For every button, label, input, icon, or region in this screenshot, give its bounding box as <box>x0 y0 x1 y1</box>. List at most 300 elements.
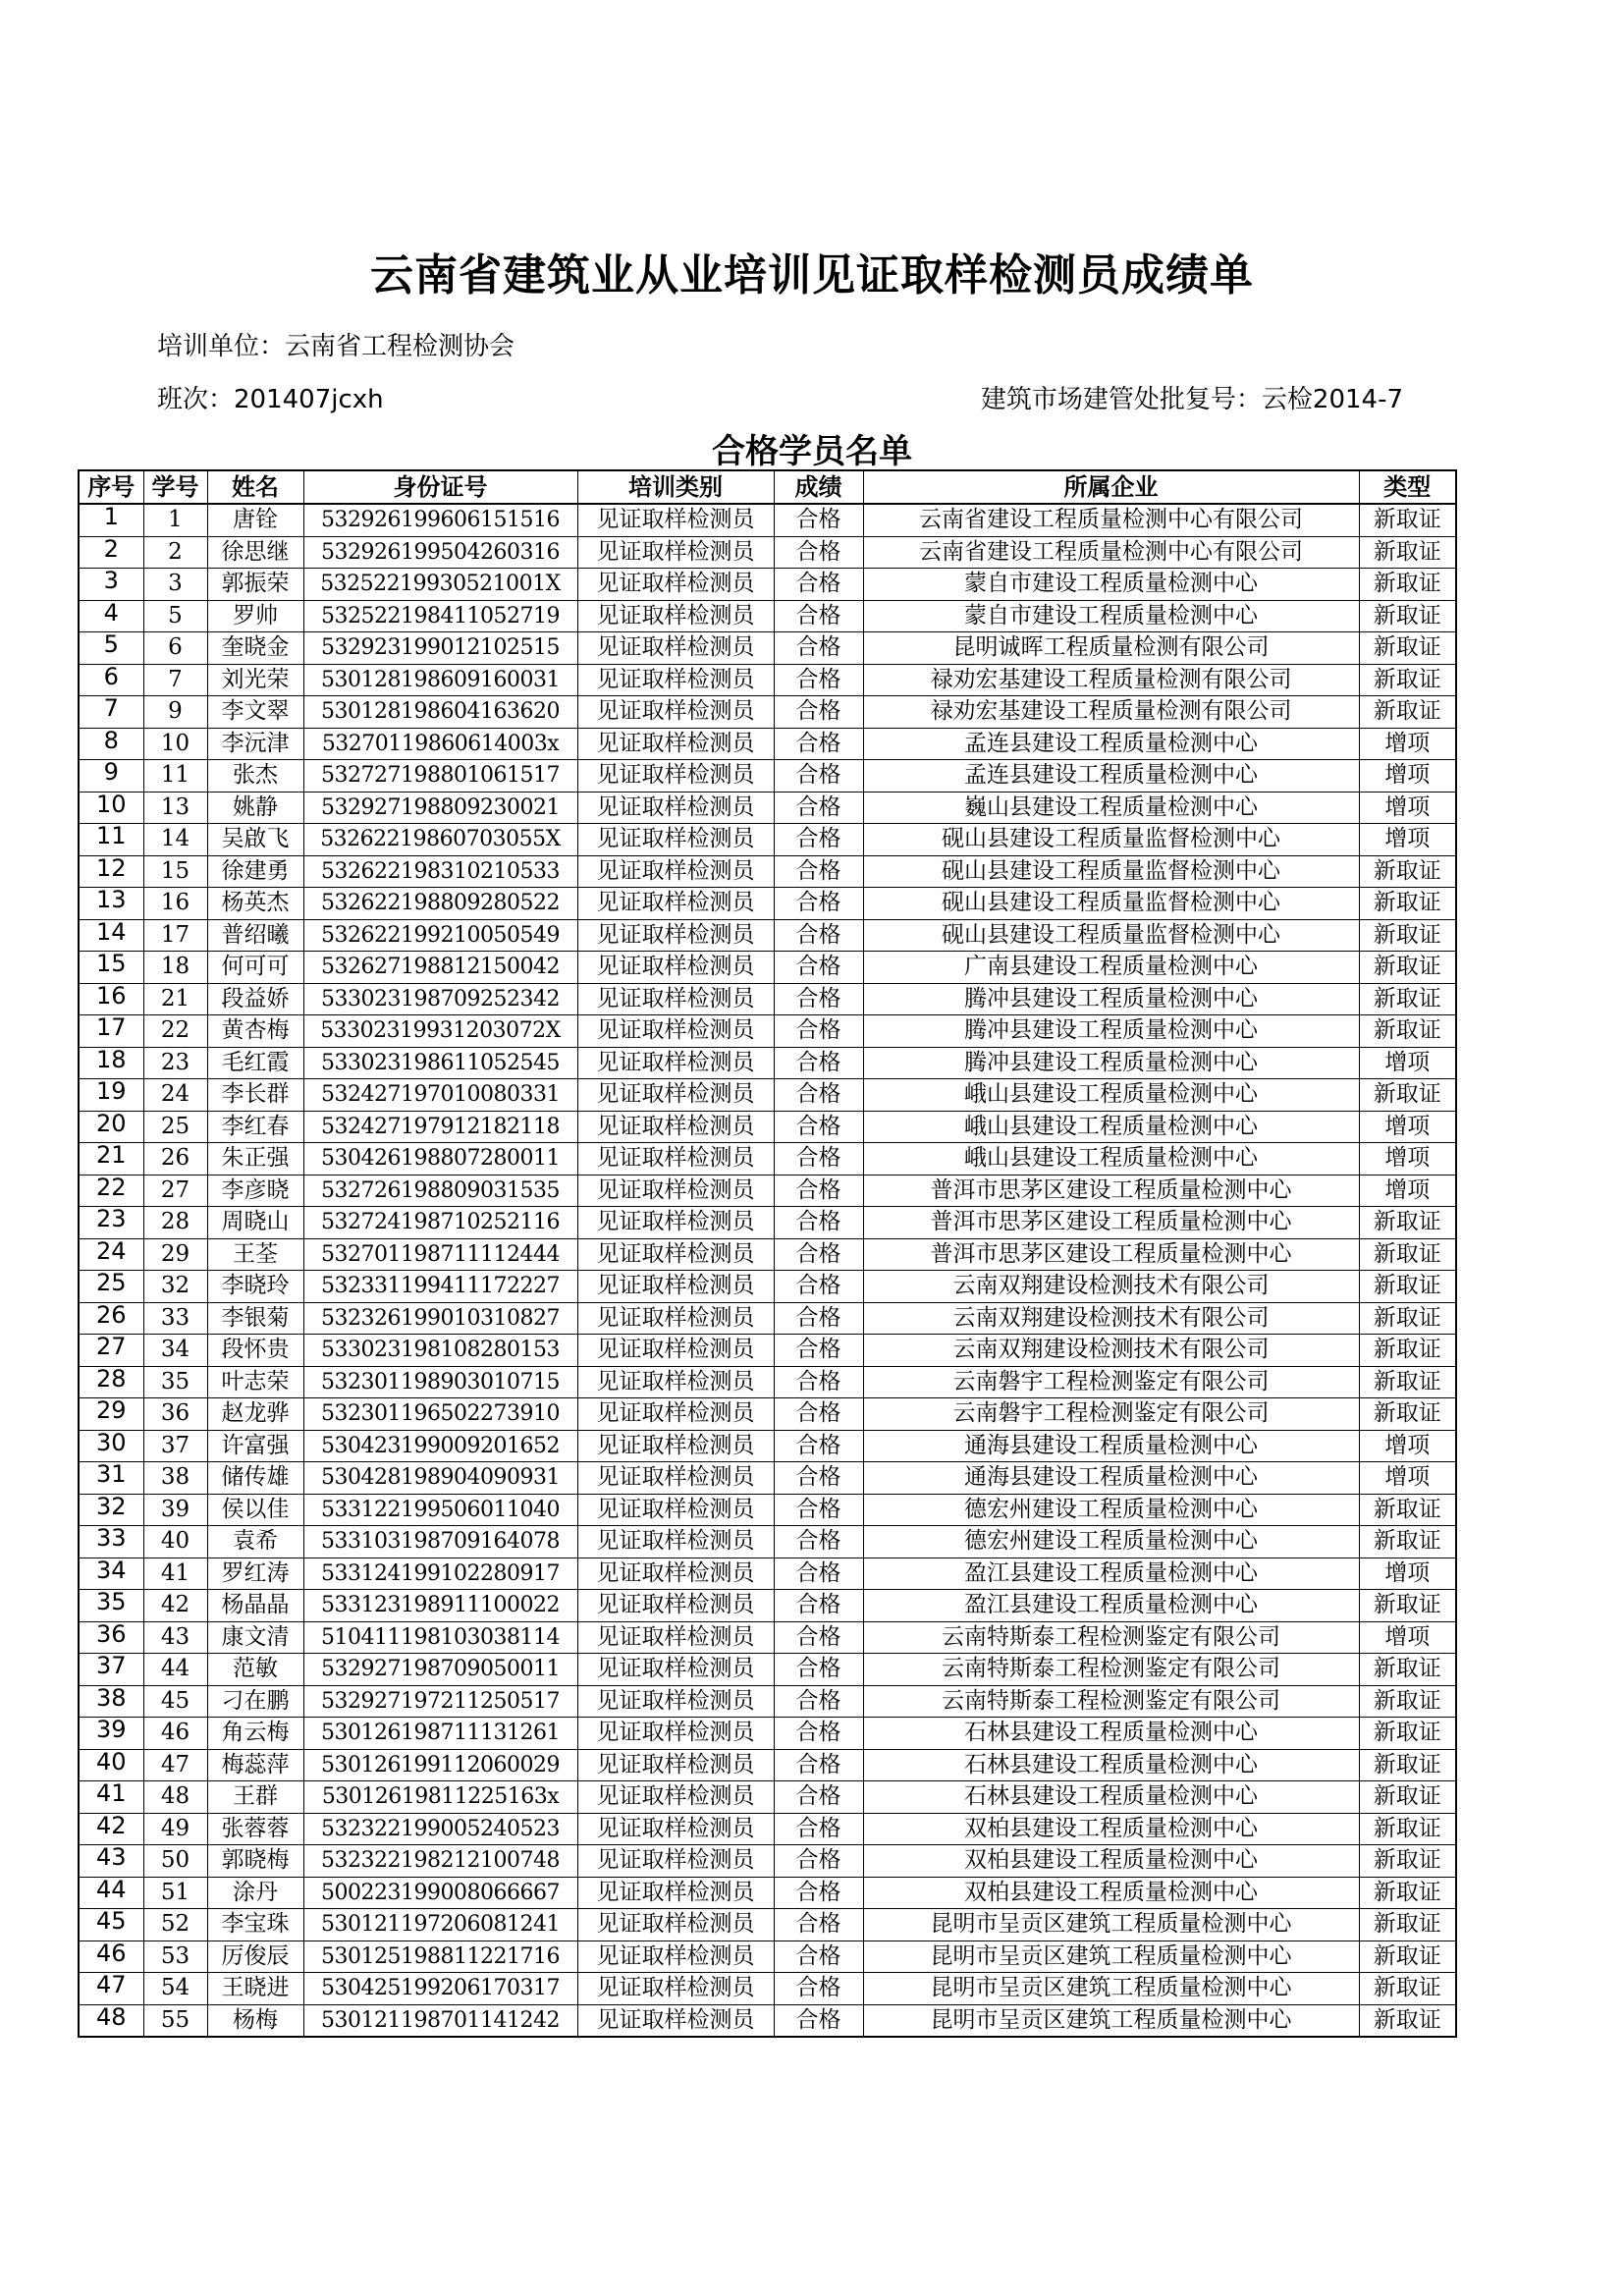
cell-student-no: 35 <box>143 1366 207 1398</box>
cell-category: 见证取样检测员 <box>577 1590 774 1622</box>
cell-name: 康文清 <box>207 1621 303 1654</box>
cell-result: 合格 <box>774 1590 863 1622</box>
cell-id-number: 533123198911100022 <box>303 1590 577 1622</box>
cell-name: 吴啟飞 <box>207 824 303 856</box>
cell-id-number: 510411198103038114 <box>303 1621 577 1654</box>
cell-id-number: 532627198812150042 <box>303 952 577 984</box>
cell-type: 新取证 <box>1359 1590 1456 1622</box>
cell-company: 云南双翔建设检测技术有限公司 <box>863 1271 1359 1303</box>
table-row <box>79 888 1456 920</box>
cell-category: 见证取样检测员 <box>577 1654 774 1686</box>
cell-seq: 39 <box>79 1718 143 1750</box>
cell-student-no: 38 <box>143 1462 207 1495</box>
cell-type: 新取证 <box>1359 1238 1456 1271</box>
cell-result: 合格 <box>774 1398 863 1431</box>
table-row <box>79 1718 1456 1750</box>
cell-result: 合格 <box>774 632 863 665</box>
cell-company: 云南双翔建设检测技术有限公司 <box>863 1335 1359 1367</box>
cell-seq: 40 <box>79 1749 143 1781</box>
cell-result: 合格 <box>774 1941 863 1973</box>
cell-company: 峨山县建设工程质量检测中心 <box>863 1079 1359 1112</box>
cell-category: 见证取样检测员 <box>577 504 774 536</box>
cell-seq: 2 <box>79 536 143 569</box>
table-row <box>79 1302 1456 1335</box>
cell-student-no: 9 <box>143 696 207 729</box>
cell-student-no: 25 <box>143 1111 207 1143</box>
cell-id-number: 530126198711131261 <box>303 1718 577 1750</box>
cell-category: 见证取样检测员 <box>577 2004 774 2037</box>
table-row <box>79 1207 1456 1239</box>
cell-result: 合格 <box>774 1685 863 1718</box>
cell-name: 梅蕊萍 <box>207 1749 303 1781</box>
cell-company: 昆明市呈贡区建筑工程质量检测中心 <box>863 1909 1359 1941</box>
table-row <box>79 1590 1456 1622</box>
table-header-row <box>79 470 1456 504</box>
cell-category: 见证取样检测员 <box>577 1749 774 1781</box>
cell-type: 新取证 <box>1359 1302 1456 1335</box>
table-row <box>79 600 1456 632</box>
cell-student-no: 14 <box>143 824 207 856</box>
cell-id-number: 532701198711112444 <box>303 1238 577 1271</box>
cell-category: 见证取样检测员 <box>577 1494 774 1526</box>
table-row <box>79 952 1456 984</box>
cell-result: 合格 <box>774 1302 863 1335</box>
cell-name: 普绍曦 <box>207 919 303 952</box>
cell-id-number: 533122199506011040 <box>303 1494 577 1526</box>
cell-seq: 11 <box>79 824 143 856</box>
cell-category: 见证取样检测员 <box>577 983 774 1015</box>
cell-category: 见证取样检测员 <box>577 1526 774 1558</box>
cell-company: 双柏县建设工程质量检测中心 <box>863 1877 1359 1909</box>
cell-name: 段怀贵 <box>207 1335 303 1367</box>
cell-category: 见证取样检测员 <box>577 1047 774 1079</box>
cell-student-no: 33 <box>143 1302 207 1335</box>
cell-seq: 10 <box>79 792 143 824</box>
cell-seq: 15 <box>79 952 143 984</box>
cell-id-number: 532724198710252116 <box>303 1207 577 1239</box>
table-row <box>79 1494 1456 1526</box>
cell-type: 增项 <box>1359 760 1456 793</box>
cell-id-number: 53270119860614003x <box>303 728 577 760</box>
cell-type: 增项 <box>1359 1430 1456 1462</box>
cell-name: 段益娇 <box>207 983 303 1015</box>
cell-id-number: 532427197010080331 <box>303 1079 577 1112</box>
cell-category: 见证取样检测员 <box>577 1207 774 1239</box>
cell-company: 盈江县建设工程质量检测中心 <box>863 1590 1359 1622</box>
cell-type: 增项 <box>1359 1558 1456 1590</box>
cell-name: 罗红涛 <box>207 1558 303 1590</box>
cell-company: 巍山县建设工程质量检测中心 <box>863 792 1359 824</box>
cell-name: 王晓进 <box>207 1973 303 2005</box>
cell-seq: 28 <box>79 1366 143 1398</box>
cell-result: 合格 <box>774 1718 863 1750</box>
table-row <box>79 1558 1456 1590</box>
table-row <box>79 1909 1456 1941</box>
cell-name: 奎晓金 <box>207 632 303 665</box>
cell-result: 合格 <box>774 1175 863 1207</box>
cell-name: 袁希 <box>207 1526 303 1558</box>
cell-company: 云南特斯泰工程检测鉴定有限公司 <box>863 1685 1359 1718</box>
cell-student-no: 23 <box>143 1047 207 1079</box>
cell-name: 李长群 <box>207 1079 303 1112</box>
training-unit: 培训单位：云南省工程检测协会 <box>157 332 515 361</box>
cell-result: 合格 <box>774 1526 863 1558</box>
cell-seq: 13 <box>79 888 143 920</box>
cell-type: 新取证 <box>1359 1718 1456 1750</box>
cell-result: 合格 <box>774 2004 863 2037</box>
cell-id-number: 530428198904090931 <box>303 1462 577 1495</box>
cell-company: 德宏州建设工程质量检测中心 <box>863 1494 1359 1526</box>
cell-company: 通海县建设工程质量检测中心 <box>863 1462 1359 1495</box>
cell-seq: 5 <box>79 632 143 665</box>
table-row <box>79 536 1456 569</box>
cell-type: 增项 <box>1359 824 1456 856</box>
cell-seq: 41 <box>79 1781 143 1814</box>
cell-name: 李红春 <box>207 1111 303 1143</box>
cell-student-no: 17 <box>143 919 207 952</box>
cell-type: 新取证 <box>1359 569 1456 601</box>
cell-type: 新取证 <box>1359 1526 1456 1558</box>
cell-name: 郭振荣 <box>207 569 303 601</box>
cell-result: 合格 <box>774 728 863 760</box>
cell-name: 王荃 <box>207 1238 303 1271</box>
cell-student-no: 2 <box>143 536 207 569</box>
cell-company: 禄劝宏基建设工程质量检测有限公司 <box>863 664 1359 696</box>
cell-company: 石林县建设工程质量检测中心 <box>863 1718 1359 1750</box>
cell-result: 合格 <box>774 664 863 696</box>
cell-name: 刁在鹏 <box>207 1685 303 1718</box>
cell-type: 新取证 <box>1359 919 1456 952</box>
cell-id-number: 53012619811225163x <box>303 1781 577 1814</box>
table-row <box>79 1654 1456 1686</box>
cell-seq: 48 <box>79 2004 143 2037</box>
cell-type: 新取证 <box>1359 1366 1456 1398</box>
cell-result: 合格 <box>774 1207 863 1239</box>
cell-result: 合格 <box>774 1813 863 1845</box>
cell-name: 徐思继 <box>207 536 303 569</box>
cell-seq: 27 <box>79 1335 143 1367</box>
cell-student-no: 21 <box>143 983 207 1015</box>
cell-type: 新取证 <box>1359 1207 1456 1239</box>
cell-company: 昆明市呈贡区建筑工程质量检测中心 <box>863 2004 1359 2037</box>
header-type: 类型 <box>1359 470 1456 504</box>
cell-seq: 45 <box>79 1909 143 1941</box>
cell-seq: 20 <box>79 1111 143 1143</box>
cell-category: 见证取样检测员 <box>577 664 774 696</box>
cell-company: 昆明市呈贡区建筑工程质量检测中心 <box>863 1941 1359 1973</box>
cell-id-number: 500223199008066667 <box>303 1877 577 1909</box>
cell-category: 见证取样检测员 <box>577 1813 774 1845</box>
class-label: 班次：201407jcxh <box>157 385 384 414</box>
cell-id-number: 532522198411052719 <box>303 600 577 632</box>
cell-seq: 33 <box>79 1526 143 1558</box>
cell-result: 合格 <box>774 952 863 984</box>
cell-id-number: 532927198709050011 <box>303 1654 577 1686</box>
header-company: 所属企业 <box>863 470 1359 504</box>
cell-id-number: 530121197206081241 <box>303 1909 577 1941</box>
cell-student-no: 37 <box>143 1430 207 1462</box>
cell-result: 合格 <box>774 1909 863 1941</box>
table-row <box>79 1111 1456 1143</box>
cell-seq: 14 <box>79 919 143 952</box>
cell-id-number: 532726198809031535 <box>303 1175 577 1207</box>
cell-result: 合格 <box>774 1462 863 1495</box>
cell-seq: 6 <box>79 664 143 696</box>
cell-name: 赵龙骅 <box>207 1398 303 1431</box>
cell-id-number: 533023198709252342 <box>303 983 577 1015</box>
cell-type: 增项 <box>1359 1621 1456 1654</box>
cell-student-no: 53 <box>143 1941 207 1973</box>
cell-category: 见证取样检测员 <box>577 632 774 665</box>
cell-student-no: 36 <box>143 1398 207 1431</box>
cell-seq: 23 <box>79 1207 143 1239</box>
cell-student-no: 52 <box>143 1909 207 1941</box>
cell-company: 腾冲县建设工程质量检测中心 <box>863 983 1359 1015</box>
cell-company: 砚山县建设工程质量监督检测中心 <box>863 824 1359 856</box>
cell-type: 新取证 <box>1359 1494 1456 1526</box>
table-row <box>79 1781 1456 1814</box>
cell-result: 合格 <box>774 824 863 856</box>
cell-student-no: 7 <box>143 664 207 696</box>
cell-company: 砚山县建设工程质量监督检测中心 <box>863 855 1359 888</box>
table-row <box>79 1813 1456 1845</box>
table-row <box>79 1462 1456 1495</box>
cell-category: 见证取样检测员 <box>577 888 774 920</box>
cell-category: 见证取样检测员 <box>577 1366 774 1398</box>
cell-category: 见证取样检测员 <box>577 1079 774 1112</box>
cell-student-no: 6 <box>143 632 207 665</box>
cell-name: 李宝珠 <box>207 1909 303 1941</box>
table-row <box>79 1271 1456 1303</box>
cell-student-no: 48 <box>143 1781 207 1814</box>
cell-type: 新取证 <box>1359 1941 1456 1973</box>
cell-category: 见证取样检测员 <box>577 728 774 760</box>
cell-category: 见证取样检测员 <box>577 1621 774 1654</box>
cell-name: 李晓玲 <box>207 1271 303 1303</box>
cell-name: 唐铨 <box>207 504 303 536</box>
cell-name: 储传雄 <box>207 1462 303 1495</box>
cell-result: 合格 <box>774 1079 863 1112</box>
cell-type: 新取证 <box>1359 1749 1456 1781</box>
cell-name: 杨晶晶 <box>207 1590 303 1622</box>
cell-seq: 9 <box>79 760 143 793</box>
table-row <box>79 1749 1456 1781</box>
cell-company: 云南省建设工程质量检测中心有限公司 <box>863 504 1359 536</box>
cell-seq: 19 <box>79 1079 143 1112</box>
table-row <box>79 1047 1456 1079</box>
table-row <box>79 1398 1456 1431</box>
cell-name: 姚静 <box>207 792 303 824</box>
cell-name: 李彦晓 <box>207 1175 303 1207</box>
cell-result: 合格 <box>774 696 863 729</box>
cell-type: 新取证 <box>1359 983 1456 1015</box>
cell-student-no: 39 <box>143 1494 207 1526</box>
cell-result: 合格 <box>774 569 863 601</box>
cell-seq: 29 <box>79 1398 143 1431</box>
table-row <box>79 824 1456 856</box>
cell-category: 见证取样检测员 <box>577 1685 774 1718</box>
table-row <box>79 1877 1456 1909</box>
cell-category: 见证取样检测员 <box>577 600 774 632</box>
table-row <box>79 792 1456 824</box>
cell-name: 张蓉蓉 <box>207 1813 303 1845</box>
cell-type: 新取证 <box>1359 504 1456 536</box>
cell-category: 见证取样检测员 <box>577 1718 774 1750</box>
cell-student-no: 15 <box>143 855 207 888</box>
cell-result: 合格 <box>774 1366 863 1398</box>
table-row <box>79 1366 1456 1398</box>
cell-id-number: 532927197211250517 <box>303 1685 577 1718</box>
cell-student-no: 1 <box>143 504 207 536</box>
cell-name: 厉俊辰 <box>207 1941 303 1973</box>
cell-seq: 3 <box>79 569 143 601</box>
cell-type: 新取证 <box>1359 1015 1456 1048</box>
cell-name: 罗帅 <box>207 600 303 632</box>
cell-name: 刘光荣 <box>207 664 303 696</box>
cell-seq: 17 <box>79 1015 143 1048</box>
cell-id-number: 532331199411172227 <box>303 1271 577 1303</box>
cell-category: 见证取样检测员 <box>577 1845 774 1878</box>
cell-name: 杨英杰 <box>207 888 303 920</box>
table-row <box>79 1015 1456 1048</box>
cell-result: 合格 <box>774 1335 863 1367</box>
table-row <box>79 1621 1456 1654</box>
cell-student-no: 26 <box>143 1143 207 1175</box>
cell-seq: 32 <box>79 1494 143 1526</box>
table-row <box>79 1175 1456 1207</box>
cell-student-no: 22 <box>143 1015 207 1048</box>
cell-result: 合格 <box>774 1654 863 1686</box>
cell-id-number: 530121198701141242 <box>303 2004 577 2037</box>
table-row <box>79 728 1456 760</box>
cell-student-no: 27 <box>143 1175 207 1207</box>
table-body <box>79 504 1456 2037</box>
cell-type: 新取证 <box>1359 2004 1456 2037</box>
cell-category: 见证取样检测员 <box>577 1781 774 1814</box>
cell-id-number: 533023198108280153 <box>303 1335 577 1367</box>
cell-name: 李沅津 <box>207 728 303 760</box>
cell-seq: 35 <box>79 1590 143 1622</box>
cell-result: 合格 <box>774 983 863 1015</box>
cell-student-no: 13 <box>143 792 207 824</box>
table-row <box>79 855 1456 888</box>
cell-category: 见证取样检测员 <box>577 760 774 793</box>
cell-name: 郭晓梅 <box>207 1845 303 1878</box>
cell-type: 增项 <box>1359 728 1456 760</box>
table-row <box>79 1335 1456 1367</box>
cell-student-no: 45 <box>143 1685 207 1718</box>
cell-id-number: 533023198611052545 <box>303 1047 577 1079</box>
cell-seq: 24 <box>79 1238 143 1271</box>
cell-category: 见证取样检测员 <box>577 1015 774 1048</box>
cell-company: 腾冲县建设工程质量检测中心 <box>863 1047 1359 1079</box>
cell-type: 新取证 <box>1359 600 1456 632</box>
cell-result: 合格 <box>774 504 863 536</box>
header-name: 姓名 <box>207 470 303 504</box>
cell-id-number: 532322198212100748 <box>303 1845 577 1878</box>
cell-seq: 18 <box>79 1047 143 1079</box>
cell-student-no: 47 <box>143 1749 207 1781</box>
cell-seq: 8 <box>79 728 143 760</box>
cell-seq: 38 <box>79 1685 143 1718</box>
approval-number: 建筑市场建管处批复号：云检2014-7 <box>980 385 1403 414</box>
cell-id-number: 53302319931203072X <box>303 1015 577 1048</box>
cell-result: 合格 <box>774 1877 863 1909</box>
cell-id-number: 532926199606151516 <box>303 504 577 536</box>
cell-id-number: 53252219930521001X <box>303 569 577 601</box>
cell-category: 见证取样检测员 <box>577 1271 774 1303</box>
cell-type: 新取证 <box>1359 1654 1456 1686</box>
cell-category: 见证取样检测员 <box>577 855 774 888</box>
table-row <box>79 2004 1456 2037</box>
cell-type: 新取证 <box>1359 1271 1456 1303</box>
cell-type: 增项 <box>1359 1047 1456 1079</box>
table-row <box>79 1430 1456 1462</box>
cell-type: 增项 <box>1359 1143 1456 1175</box>
cell-seq: 36 <box>79 1621 143 1654</box>
cell-name: 角云梅 <box>207 1718 303 1750</box>
cell-result: 合格 <box>774 1558 863 1590</box>
cell-id-number: 533103198709164078 <box>303 1526 577 1558</box>
table-row <box>79 1685 1456 1718</box>
cell-name: 范敏 <box>207 1654 303 1686</box>
cell-id-number: 530425199206170317 <box>303 1973 577 2005</box>
cell-seq: 43 <box>79 1845 143 1878</box>
cell-name: 杨梅 <box>207 2004 303 2037</box>
cell-result: 合格 <box>774 1973 863 2005</box>
cell-result: 合格 <box>774 536 863 569</box>
cell-student-no: 16 <box>143 888 207 920</box>
cell-category: 见证取样检测员 <box>577 1302 774 1335</box>
cell-student-no: 28 <box>143 1207 207 1239</box>
cell-result: 合格 <box>774 1238 863 1271</box>
cell-name: 张杰 <box>207 760 303 793</box>
table-row <box>79 760 1456 793</box>
cell-id-number: 53262219860703055X <box>303 824 577 856</box>
cell-seq: 26 <box>79 1302 143 1335</box>
cell-category: 见证取样检测员 <box>577 1175 774 1207</box>
cell-category: 见证取样检测员 <box>577 824 774 856</box>
cell-result: 合格 <box>774 792 863 824</box>
cell-category: 见证取样检测员 <box>577 1877 774 1909</box>
cell-result: 合格 <box>774 1494 863 1526</box>
cell-id-number: 532622198310210533 <box>303 855 577 888</box>
cell-seq: 44 <box>79 1877 143 1909</box>
cell-id-number: 532301196502273910 <box>303 1398 577 1431</box>
cell-id-number: 533124199102280917 <box>303 1558 577 1590</box>
cell-seq: 25 <box>79 1271 143 1303</box>
cell-name: 周晓山 <box>207 1207 303 1239</box>
cell-student-no: 24 <box>143 1079 207 1112</box>
cell-type: 新取证 <box>1359 632 1456 665</box>
cell-company: 盈江县建设工程质量检测中心 <box>863 1558 1359 1590</box>
cell-category: 见证取样检测员 <box>577 1909 774 1941</box>
cell-seq: 46 <box>79 1941 143 1973</box>
cell-category: 见证取样检测员 <box>577 569 774 601</box>
cell-student-no: 18 <box>143 952 207 984</box>
cell-type: 新取证 <box>1359 1335 1456 1367</box>
cell-type: 新取证 <box>1359 1973 1456 2005</box>
results-table <box>78 469 1457 2038</box>
table-row <box>79 1526 1456 1558</box>
cell-company: 石林县建设工程质量检测中心 <box>863 1749 1359 1781</box>
header-category: 培训类别 <box>577 470 774 504</box>
cell-company: 双柏县建设工程质量检测中心 <box>863 1813 1359 1845</box>
cell-seq: 1 <box>79 504 143 536</box>
cell-category: 见证取样检测员 <box>577 1462 774 1495</box>
cell-type: 新取证 <box>1359 855 1456 888</box>
cell-id-number: 532301198903010715 <box>303 1366 577 1398</box>
